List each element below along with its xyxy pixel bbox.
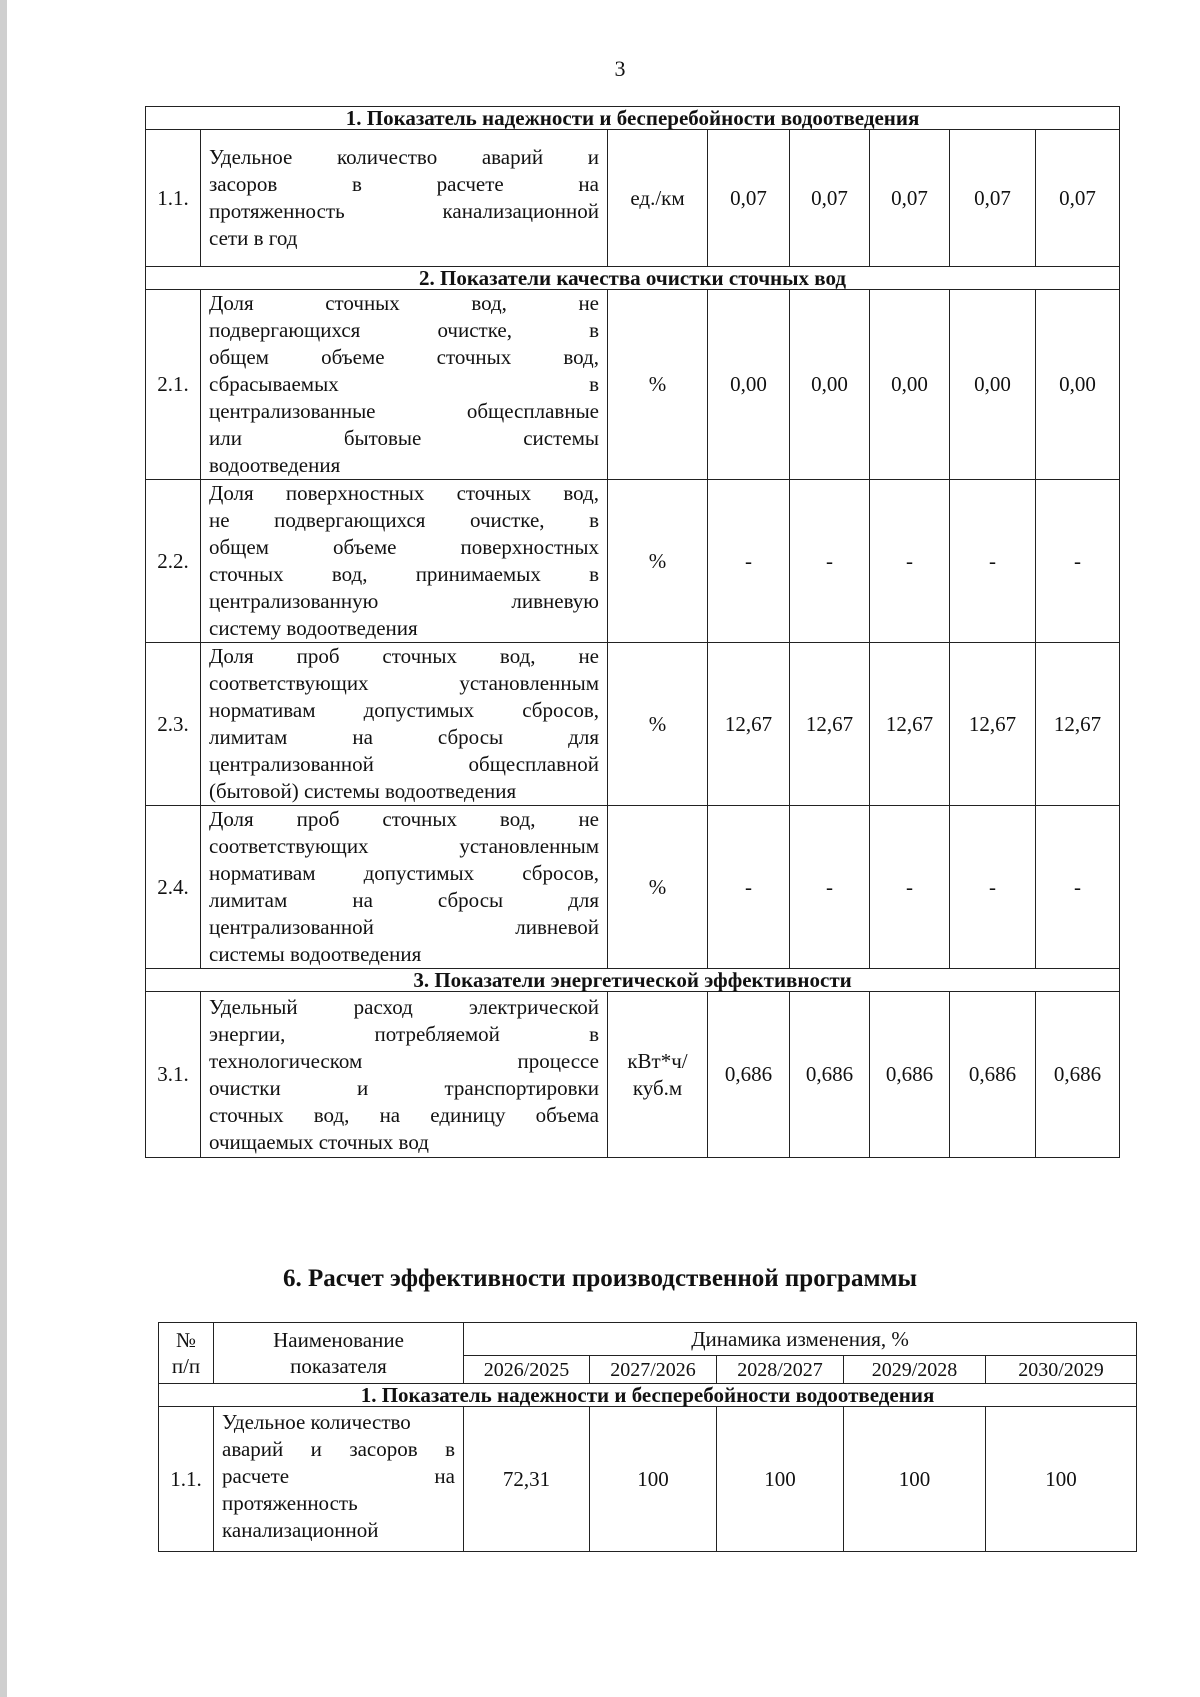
- indicator-name: [201, 643, 608, 806]
- text-line: Удельное количество аварий и: [209, 145, 599, 169]
- period-header: 2029/2028: [844, 1356, 986, 1384]
- header-line: №: [175, 1328, 197, 1352]
- text-line: соответствующих установленным: [209, 671, 599, 695]
- indicators-table: [145, 106, 1120, 1158]
- text-line: Доля проб сточных вод, не: [209, 807, 599, 831]
- efficiency-table: [158, 1322, 1137, 1552]
- value-cell: 0,00: [708, 290, 790, 480]
- indicator-name: [201, 290, 608, 480]
- header-name: [214, 1323, 464, 1384]
- text-line: сточных вод, принимаемых в: [209, 562, 599, 586]
- row-number: 2.1.: [146, 290, 201, 480]
- header-dynamics: Динамика изменения, %: [464, 1323, 1137, 1356]
- text-line: протяженность: [222, 1491, 358, 1515]
- text-line: сети в год: [209, 226, 298, 250]
- value-cell: 0,686: [950, 992, 1036, 1158]
- text-line: общем объеме сточных вод,: [209, 345, 599, 369]
- header-line: п/п: [171, 1354, 201, 1378]
- page-number: 3: [614, 56, 626, 81]
- text-line: лимитам на сбросы для: [209, 725, 599, 749]
- text-line: канализационной: [222, 1518, 379, 1542]
- value-cell: 0,00: [950, 290, 1036, 480]
- table-row: [146, 992, 1120, 1158]
- value-cell: -: [708, 480, 790, 643]
- text-line: очистки и транспортировки: [209, 1075, 599, 1100]
- value-cell: -: [790, 480, 870, 643]
- text-line: расчете на: [222, 1464, 455, 1488]
- unit-cell: [608, 992, 708, 1158]
- value-cell: -: [950, 806, 1036, 969]
- row-number: 2.2.: [146, 480, 201, 643]
- period-header: 2028/2027: [717, 1356, 844, 1384]
- text-line: (бытовой) системы водоотведения: [209, 779, 517, 803]
- text-line: системы водоотведения: [209, 942, 422, 966]
- value-cell: 12,67: [790, 643, 870, 806]
- value-cell: 0,00: [870, 290, 950, 480]
- text-line: централизованной ливневой: [209, 915, 599, 939]
- text-line: подвергающихся очистке, в: [209, 318, 599, 342]
- header-num: [159, 1323, 214, 1384]
- value-cell: 0,686: [870, 992, 950, 1158]
- value-cell: 0,00: [790, 290, 870, 480]
- unit-cell: %: [608, 806, 708, 969]
- text-line: водоотведения: [209, 453, 341, 477]
- section-row: [146, 969, 1120, 992]
- row-number: 3.1.: [146, 992, 201, 1158]
- text-line: лимитам на сбросы для: [209, 888, 599, 912]
- row-number: 1.1.: [146, 130, 201, 267]
- text-line: систему водоотведения: [209, 616, 418, 640]
- row-number: 2.3.: [146, 643, 201, 806]
- section-title: 1. Показатель надежности и бесперебойности водоотведения: [159, 1384, 1137, 1407]
- text-line: Доля поверхностных сточных вод,: [209, 481, 599, 505]
- text-line: сточных вод, на единицу объема: [209, 1102, 599, 1127]
- value-cell: 12,67: [950, 643, 1036, 806]
- value-cell: -: [1036, 480, 1120, 643]
- value-cell: 12,67: [870, 643, 950, 806]
- value-cell: 0,07: [708, 130, 790, 267]
- section-row: [159, 1384, 1137, 1407]
- text-line: технологическом процессе: [209, 1048, 599, 1073]
- text-line: аварий и засоров в: [222, 1437, 455, 1461]
- period-header: 2026/2025: [464, 1356, 590, 1384]
- header-row: [159, 1323, 1137, 1356]
- indicator-name: [201, 806, 608, 969]
- header-line: показателя: [290, 1354, 387, 1378]
- row-number: 2.4.: [146, 806, 201, 969]
- table-row: [146, 480, 1120, 643]
- text-line: Удельный расход электрической: [209, 994, 599, 1019]
- unit-cell: %: [608, 480, 708, 643]
- value-cell: 100: [717, 1407, 844, 1552]
- table-row: [159, 1407, 1137, 1552]
- value-cell: 0,686: [1036, 992, 1120, 1158]
- period-header: 2030/2029: [986, 1356, 1137, 1384]
- text-line: общем объеме поверхностных: [209, 535, 599, 559]
- table-row: [146, 130, 1120, 267]
- section-row: [146, 267, 1120, 290]
- section-title: 2. Показатели качества очистки сточных вод: [146, 267, 1120, 290]
- text-line: Доля проб сточных вод, не: [209, 644, 599, 668]
- text-line: нормативам допустимых сбросов,: [209, 861, 599, 885]
- unit-cell: %: [608, 643, 708, 806]
- table-row: [146, 806, 1120, 969]
- value-cell: 100: [590, 1407, 717, 1552]
- unit-cell: %: [608, 290, 708, 480]
- table-row: [146, 643, 1120, 806]
- text-line: централизованные общесплавные: [209, 399, 599, 423]
- value-cell: 0,07: [1036, 130, 1120, 267]
- value-cell: 72,31: [464, 1407, 590, 1552]
- value-cell: -: [708, 806, 790, 969]
- section-row: [146, 107, 1120, 130]
- indicator-name: [201, 992, 608, 1158]
- text-line: засоров в расчете на: [209, 172, 599, 196]
- text-line: или бытовые системы: [209, 426, 599, 450]
- text-line: Доля сточных вод, не: [209, 291, 599, 315]
- text-line: энергии, потребляемой в: [209, 1021, 599, 1046]
- value-cell: 12,67: [708, 643, 790, 806]
- value-cell: -: [1036, 806, 1120, 969]
- scan-edge: [0, 0, 7, 1697]
- indicator-name: [201, 480, 608, 643]
- value-cell: -: [950, 480, 1036, 643]
- text-line: Удельное количество: [222, 1410, 411, 1434]
- value-cell: 0,07: [870, 130, 950, 267]
- value-cell: 0,00: [1036, 290, 1120, 480]
- text-line: протяженность канализационной: [209, 199, 599, 223]
- text-line: нормативам допустимых сбросов,: [209, 698, 599, 722]
- value-cell: 100: [844, 1407, 986, 1552]
- section-heading: 6. Расчет эффективности производственной программы: [282, 1265, 918, 1292]
- value-cell: 0,07: [790, 130, 870, 267]
- section-title: 3. Показатели энергетической эффективности: [146, 969, 1120, 992]
- unit-cell: ед./км: [608, 130, 708, 267]
- text-line: сбрасываемых в: [209, 372, 599, 396]
- value-cell: 0,07: [950, 130, 1036, 267]
- row-number: 1.1.: [159, 1407, 214, 1552]
- text-line: централизованной общесплавной: [209, 752, 599, 776]
- header-line: Наименование: [273, 1328, 404, 1352]
- text-line: очищаемых сточных вод: [209, 1129, 429, 1154]
- value-cell: 100: [986, 1407, 1137, 1552]
- period-header: 2027/2026: [590, 1356, 717, 1384]
- indicator-name: [214, 1407, 464, 1552]
- unit-line: кВт*ч/: [627, 1048, 688, 1073]
- table-row: [146, 290, 1120, 480]
- unit-line: куб.м: [632, 1075, 683, 1100]
- section-title: 1. Показатель надежности и бесперебойности водоотведения: [146, 107, 1120, 130]
- indicator-name: [201, 130, 608, 267]
- text-line: соответствующих установленным: [209, 834, 599, 858]
- value-cell: -: [870, 480, 950, 643]
- value-cell: 0,686: [790, 992, 870, 1158]
- value-cell: -: [870, 806, 950, 969]
- value-cell: -: [790, 806, 870, 969]
- value-cell: 12,67: [1036, 643, 1120, 806]
- text-line: централизованную ливневую: [209, 589, 599, 613]
- value-cell: 0,686: [708, 992, 790, 1158]
- text-line: не подвергающихся очистке, в: [209, 508, 599, 532]
